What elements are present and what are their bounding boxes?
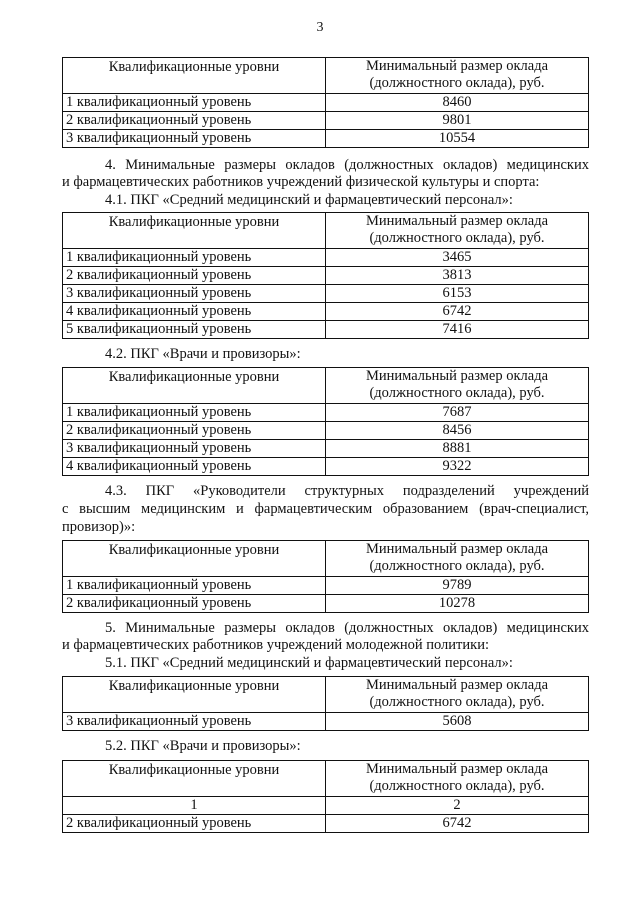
table-row: [63, 577, 589, 595]
table-row: [63, 112, 589, 130]
table-numbering-row: [63, 797, 589, 815]
header-min-salary: [326, 368, 589, 404]
value-cell: 10278: [326, 595, 589, 613]
section4-sub1: 4.1. ПКГ «Средний медицинский и фармацевтический персонал»:: [105, 192, 513, 208]
level-cell: 3 квалификационный уровень: [63, 130, 326, 148]
page-number: 3: [316, 20, 324, 35]
header-min-salary-line2: (должностного оклада), руб.: [369, 694, 545, 710]
table-header-row: [63, 368, 589, 404]
value-cell: 8456: [326, 422, 589, 440]
value-cell: 6742: [326, 303, 589, 321]
level-cell: 5 квалификационный уровень: [63, 321, 326, 339]
salary-table-4: [62, 540, 589, 613]
table-row: [63, 713, 589, 731]
table-row: [63, 303, 589, 321]
table-header-row: [63, 213, 589, 249]
table-row: [63, 458, 589, 476]
value-cell: 9801: [326, 112, 589, 130]
header-min-salary-line1: Минимальный размер оклада: [365, 368, 549, 384]
header-qualification-levels: Квалификационные уровни: [63, 677, 326, 713]
header-min-salary: [326, 58, 589, 94]
level-cell: 3 квалификационный уровень: [63, 713, 326, 731]
header-min-salary: [326, 541, 589, 577]
header-min-salary: [326, 213, 589, 249]
table-row: [63, 285, 589, 303]
table-header-row: [63, 677, 589, 713]
table-row: [63, 404, 589, 422]
value-cell: 3465: [326, 249, 589, 267]
level-cell: 1 квалификационный уровень: [63, 94, 326, 112]
value-cell: 6153: [326, 285, 589, 303]
value-cell: 7687: [326, 404, 589, 422]
level-cell: 2 квалификационный уровень: [63, 267, 326, 285]
level-cell: 1 квалификационный уровень: [63, 577, 326, 595]
header-qualification-levels: Квалификационные уровни: [63, 761, 326, 797]
table-row: [63, 440, 589, 458]
value-cell: 6742: [326, 815, 589, 833]
header-min-salary: [326, 677, 589, 713]
header-qualification-levels: Квалификационные уровни: [63, 541, 326, 577]
table-row: [63, 130, 589, 148]
table-row: [63, 267, 589, 285]
level-cell: 2 квалификационный уровень: [63, 595, 326, 613]
section5-sub2: 5.2. ПКГ «Врачи и провизоры»:: [105, 738, 301, 754]
value-cell: 5608: [326, 713, 589, 731]
column-number-2: 2: [326, 797, 589, 815]
column-number-1: 1: [63, 797, 326, 815]
level-cell: 3 квалификационный уровень: [63, 440, 326, 458]
salary-table-2: [62, 212, 589, 339]
header-min-salary-line2: (должностного оклада), руб.: [369, 75, 545, 91]
section5-sub1: 5.1. ПКГ «Средний медицинский и фармацевтический персонал»:: [105, 655, 513, 671]
table-row: [63, 249, 589, 267]
table-row: [63, 321, 589, 339]
value-cell: 10554: [326, 130, 589, 148]
value-cell: 8881: [326, 440, 589, 458]
table-row: [63, 94, 589, 112]
table-header-row: [63, 761, 589, 797]
level-cell: 4 квалификационный уровень: [63, 458, 326, 476]
header-min-salary-line1: Минимальный размер оклада: [365, 541, 549, 557]
section4-sub3-line2: с высшим медицинским и фармацевтическим образованием (врач-специалист,: [62, 501, 589, 517]
level-cell: 2 квалификационный уровень: [63, 422, 326, 440]
value-cell: 9789: [326, 577, 589, 595]
header-qualification-levels: Квалификационные уровни: [63, 213, 326, 249]
header-min-salary-line1: Минимальный размер оклада: [365, 213, 549, 229]
salary-table-6: [62, 760, 589, 833]
header-min-salary-line1: Минимальный размер оклада: [365, 58, 549, 74]
header-min-salary-line2: (должностного оклада), руб.: [369, 778, 545, 794]
salary-table-5: [62, 676, 589, 731]
table-row: [63, 815, 589, 833]
section4-line1: 4. Минимальные размеры окладов (должностных окладов) медицинских: [105, 157, 589, 173]
table-row: [63, 422, 589, 440]
table-row: [63, 595, 589, 613]
header-min-salary-line2: (должностного оклада), руб.: [369, 385, 545, 401]
header-qualification-levels: Квалификационные уровни: [63, 58, 326, 94]
value-cell: 9322: [326, 458, 589, 476]
value-cell: 8460: [326, 94, 589, 112]
section4-sub3-line3: провизор)»:: [62, 519, 136, 535]
level-cell: 3 квалификационный уровень: [63, 285, 326, 303]
table-header-row: [63, 541, 589, 577]
section4-sub3-line1: 4.3. ПКГ «Руководители структурных подразделений учреждений: [105, 483, 589, 499]
section5-line1: 5. Минимальные размеры окладов (должностных окладов) медицинских: [105, 620, 589, 636]
level-cell: 2 квалификационный уровень: [63, 112, 326, 130]
table-header-row: [63, 58, 589, 94]
level-cell: 1 квалификационный уровень: [63, 249, 326, 267]
header-min-salary: [326, 761, 589, 797]
level-cell: 4 квалификационный уровень: [63, 303, 326, 321]
header-qualification-levels: Квалификационные уровни: [63, 368, 326, 404]
salary-table-3: [62, 367, 589, 476]
header-min-salary-line1: Минимальный размер оклада: [365, 677, 549, 693]
level-cell: 2 квалификационный уровень: [63, 815, 326, 833]
section4-line2: и фармацевтических работников учреждений физической культуры и спорта:: [62, 174, 540, 190]
value-cell: 7416: [326, 321, 589, 339]
header-min-salary-line2: (должностного оклада), руб.: [369, 558, 545, 574]
level-cell: 1 квалификационный уровень: [63, 404, 326, 422]
header-min-salary-line1: Минимальный размер оклада: [365, 761, 549, 777]
salary-table-1: [62, 57, 589, 148]
section5-line2: и фармацевтических работников учреждений молодежной политики:: [62, 637, 489, 653]
header-min-salary-line2: (должностного оклада), руб.: [369, 230, 545, 246]
section4-sub2: 4.2. ПКГ «Врачи и провизоры»:: [105, 346, 301, 362]
value-cell: 3813: [326, 267, 589, 285]
